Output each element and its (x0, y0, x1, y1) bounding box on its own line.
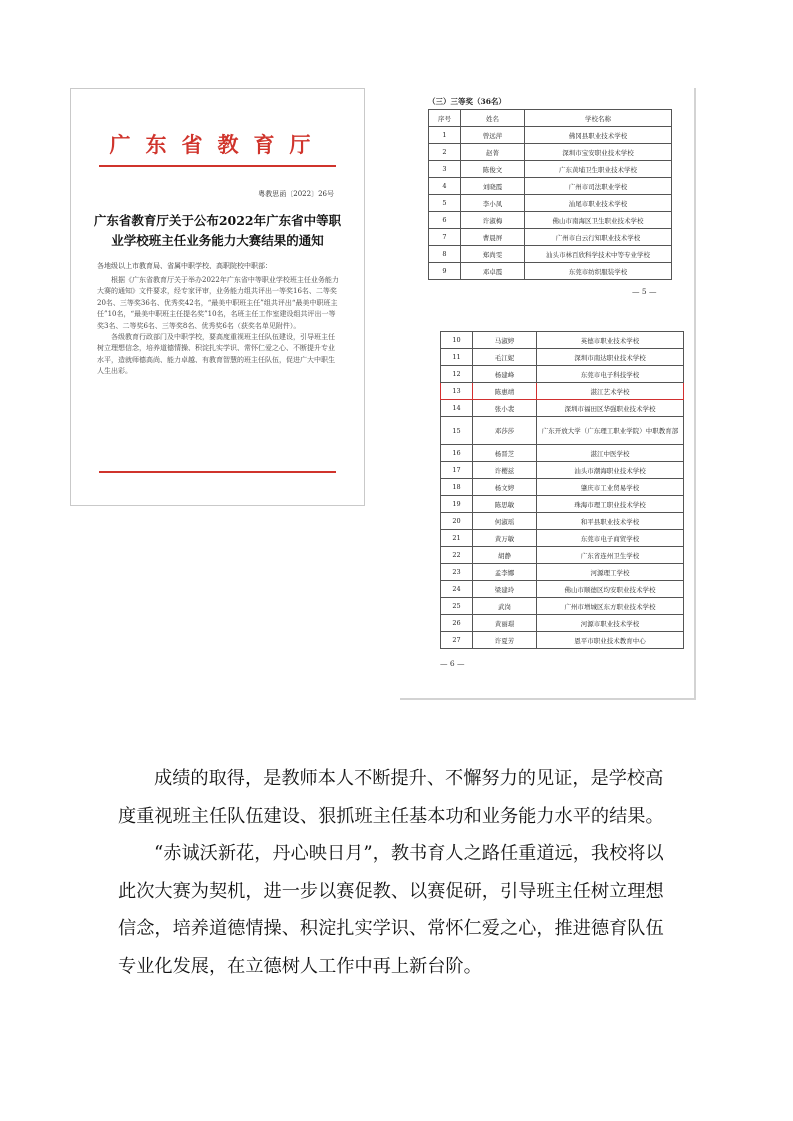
winner-name: 梁建玲 (473, 581, 537, 598)
school-name: 湛江中医学校 (537, 445, 684, 462)
school-name: 佛冈县职业技术学校 (525, 127, 672, 144)
row-number: 20 (441, 513, 473, 530)
notice-document-image (70, 88, 365, 506)
school-name: 广州市白云行知职业技术学校 (525, 229, 672, 246)
notice-title: 广东省教育厅关于公布2022年广东省中等职业学校班主任业务能力大赛结果的通知 (93, 213, 342, 248)
winner-name: 黄万敏 (473, 530, 537, 547)
winner-name: 赵菁 (461, 144, 525, 161)
article-paragraph: “赤诚沃新花，丹心映日月”，教书育人之路任重道远，我校将以此次大赛为契机，进一步以赛促教、以赛促研，引导班主任树立理想信念，培养道德情操、积淀扎实学识、常怀仁爱之心，推进德育队伍专业化发展，在立德树人工作中再上新台阶。 (118, 843, 664, 977)
winner-name: 刘晓霞 (461, 178, 525, 195)
row-number: 8 (429, 246, 461, 263)
winner-name: 陈思敏 (473, 496, 537, 513)
winner-name: 张小裴 (473, 400, 537, 417)
winner-name: 杨文婷 (473, 479, 537, 496)
issuing-organization: 广东省教育厅 (109, 132, 326, 157)
row-number: 1 (429, 127, 461, 144)
school-name: 广东省连州卫生学校 (537, 547, 684, 564)
table-row (441, 417, 684, 445)
winner-name: 黄丽璟 (473, 615, 537, 632)
school-name: 广州市司法职业学校 (525, 178, 672, 195)
table-row (441, 332, 684, 349)
article-body (118, 760, 678, 985)
school-name: 广东黄埔卫生职业技术学校 (525, 161, 672, 178)
notice-paragraph: 各级教育行政部门及中职学校，要高度重视班主任队伍建设，引导班主任树立理想信念，培养道德情操、积淀扎实学识、常怀仁爱之心、不断提升专业水平，造就师德高尚、能力卓越、有教育智慧的班主任队伍，促进广大中职生人生出彩。 (97, 333, 335, 376)
school-name: 佛山市顺德区均安职业技术学校 (537, 581, 684, 598)
row-number: 2 (429, 144, 461, 161)
winner-name: 曹晨屏 (461, 229, 525, 246)
page-number: — 6 — (440, 659, 465, 668)
row-number: 26 (441, 615, 473, 632)
table-row (441, 513, 684, 530)
school-name: 东莞市电子商贸学校 (537, 530, 684, 547)
row-number: 13 (441, 383, 473, 400)
table-row (429, 212, 672, 229)
table-row (441, 598, 684, 615)
table-row (441, 366, 684, 383)
school-name: 东莞市纺织服装学校 (525, 263, 672, 280)
row-number: 19 (441, 496, 473, 513)
row-number: 6 (429, 212, 461, 229)
scan-border-right (694, 88, 696, 700)
row-number: 9 (429, 263, 461, 280)
winner-name: 杨晋芝 (473, 445, 537, 462)
results-table-image (400, 88, 696, 700)
school-name: 湛江艺术学校 (537, 383, 684, 400)
row-number: 17 (441, 462, 473, 479)
winner-name: 邓卓霞 (461, 263, 525, 280)
school-name: 佛山市南海区卫生职业技术学校 (525, 212, 672, 229)
row-number: 15 (441, 417, 473, 445)
table-row (441, 496, 684, 513)
school-name: 深圳市宝安职业技术学校 (525, 144, 672, 161)
third-prize-table-page-5 (428, 109, 672, 280)
table-row (441, 349, 684, 366)
school-name: 深圳市福田区华强职业技术学校 (537, 400, 684, 417)
award-section-title: （三）三等奖（36名） (428, 97, 506, 106)
winner-name: 郑尚雯 (461, 246, 525, 263)
row-number: 3 (429, 161, 461, 178)
red-header-rule (99, 165, 336, 167)
school-name: 汕头市林百欣科学技术中等专业学校 (525, 246, 672, 263)
row-number: 14 (441, 400, 473, 417)
table-row (441, 632, 684, 649)
notice-body (97, 275, 340, 378)
school-name: 珠海市理工职业技术学校 (537, 496, 684, 513)
row-number: 12 (441, 366, 473, 383)
school-name: 东莞市电子科技学校 (537, 366, 684, 383)
winner-name: 胡静 (473, 547, 537, 564)
row-number: 11 (441, 349, 473, 366)
school-name: 肇庆市工业贸易学校 (537, 479, 684, 496)
table-row (429, 178, 672, 195)
row-number: 16 (441, 445, 473, 462)
table-row (429, 195, 672, 212)
page-number: — 5 — (632, 287, 657, 296)
table-row (429, 229, 672, 246)
row-number: 22 (441, 547, 473, 564)
table-header-row (429, 110, 672, 127)
school-name: 河源理工学校 (537, 564, 684, 581)
winner-name: 陈惠靖 (473, 383, 537, 400)
winner-name: 李小凤 (461, 195, 525, 212)
notice-salutation: 各地级以上市教育局、省属中职学校、高职院校中职部： (97, 262, 272, 270)
row-number: 5 (429, 195, 461, 212)
table-row (429, 161, 672, 178)
red-footer-rule (99, 471, 336, 473)
table-row (441, 462, 684, 479)
row-number: 10 (441, 332, 473, 349)
winner-name: 曾远萍 (461, 127, 525, 144)
winner-name: 马淑婷 (473, 332, 537, 349)
winner-name: 武岗 (473, 598, 537, 615)
row-number: 25 (441, 598, 473, 615)
column-header: 序号 (429, 110, 461, 127)
winner-name: 孟李娜 (473, 564, 537, 581)
notice-paragraph: 根据《广东省教育厅关于举办2022年广东省中等职业学校班主任业务能力大赛的通知》文件要求，经专家评审，业务能力组共评出一等奖16名、二等奖20名、三等奖36名、优秀奖42名，“最美中职班主任”组共评出“最美中职班主任”10名，“最美中职班主任提名奖”10名，名班主任工作室建设组共评出一等奖3名、二等奖6名、三等奖8名、优秀奖6名（获奖名单见附件）。 (97, 276, 339, 330)
school-name: 和平县职业技术学校 (537, 513, 684, 530)
article-paragraph: 成绩的取得，是教师本人不断提升、不懈努力的见证，是学校高度重视班主任队伍建设、狠抓班主任基本功和业务能力水平的结果。 (118, 768, 664, 827)
table-row (429, 246, 672, 263)
scan-border-bottom (400, 698, 696, 700)
third-prize-table-page-6 (440, 331, 684, 649)
table-row (441, 615, 684, 632)
row-number: 21 (441, 530, 473, 547)
row-number: 27 (441, 632, 473, 649)
row-number: 23 (441, 564, 473, 581)
school-name: 汕头市潮海职业技术学校 (537, 462, 684, 479)
table-row (441, 564, 684, 581)
school-name: 河源市职业技术学校 (537, 615, 684, 632)
winner-name: 毛江妮 (473, 349, 537, 366)
table-row (441, 530, 684, 547)
winner-name: 杨建峰 (473, 366, 537, 383)
document-number: 粤教思函〔2022〕26号 (258, 190, 334, 198)
table-row (441, 581, 684, 598)
row-number: 4 (429, 178, 461, 195)
table-row (441, 479, 684, 496)
school-name: 广州市增城区东方职业技术学校 (537, 598, 684, 615)
school-name: 深圳市南达职业技术学校 (537, 349, 684, 366)
school-name: 广东开放大学（广东理工职业学院）中职教育部 (537, 417, 684, 445)
table-row (429, 144, 672, 161)
winner-name: 陈俊文 (461, 161, 525, 178)
table-row (429, 127, 672, 144)
winner-name: 邓莎莎 (473, 417, 537, 445)
column-header: 姓名 (461, 110, 525, 127)
table-row (429, 263, 672, 280)
winner-name: 许淑梅 (461, 212, 525, 229)
table-row (441, 547, 684, 564)
row-number: 7 (429, 229, 461, 246)
table-row (441, 383, 684, 400)
school-name: 汕尾市职业技术学校 (525, 195, 672, 212)
column-header: 学校名称 (525, 110, 672, 127)
table-row (441, 400, 684, 417)
winner-name: 许夏芳 (473, 632, 537, 649)
winner-name: 何淑瑶 (473, 513, 537, 530)
table-row (441, 445, 684, 462)
school-name: 恩平市职业技术教育中心 (537, 632, 684, 649)
row-number: 18 (441, 479, 473, 496)
row-number: 24 (441, 581, 473, 598)
school-name: 英德市职业技术学校 (537, 332, 684, 349)
winner-name: 许樱兹 (473, 462, 537, 479)
